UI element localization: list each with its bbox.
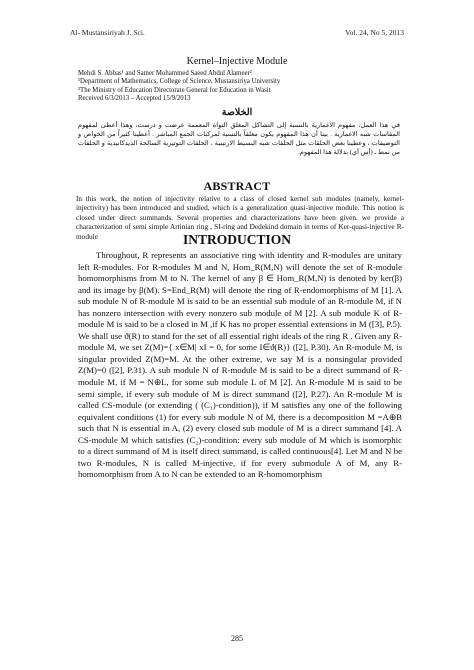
abstract-heading: ABSTRACT: [203, 179, 271, 193]
affiliation-1: ¹Department of Mathematics, College of Science, Mustansiriya University: [78, 78, 281, 86]
journal-name: Al- Mustansiriyah J. Sci.: [70, 28, 145, 37]
introduction-text: Throughout, R represents an associative ring with identity and R-modules are unitary left R-modules. For R-modules M and N, Hom_R(M,N) will denote the set of R-module homomorphisms from M to N. The kernel of any β ∈ Hom_R(M,N) is denoted by ker(β) and its image by β(M). S=End_R(M) will denote the ring of R-endomorphisms of M [1]. A sub module N of R-module M is said to be an essential sub module of an R-module M, if N has nonzero intersection with every nonzero sub module of M [2]. A sub module K of R-module M is said to be a closed in M ,if K has no proper essential extensions in M ([3], P.5). We shall use ϑ(R) to stand for the set of all essential right ideals of the ring R . Given any R-module M, we set Z(M)={ x∈M| xI = 0, for some I∈ϑ(R)} ([2], P.30). An R-module M, is singular provided Z(M)=M. At the other extreme, we say M is a nonsingular provided Z(M)=0 ([2], P.31). A sub module N of R-module M is said to be a direct summand of R-module M, if M = N⊕L, for some sub module L of M [2]. An R-module M is said to be semi simple, if every sub module of M is direct summand ([2], P.27). An R-module M is called CS-module (or extending ( (C₁)-condition)), if M satisfies any one of the following equivalent conditions (1) for every sub module N of M, there is a decomposition M =A⊕B such that N is essential in A, (2) every closed sub module of M is a direct summand [4]. A CS-module M which satisfies (C₂)-condition: every sub module of M which is isomorphic to a direct summand of M is itself direct summand, is called continuous[4]. Let M and N be two R-modules, N is called M-injective, if for every submodule A of M, any R-homomorphism from A to N can be extended to an R-homomorphism: [78, 250, 402, 480]
volume-info: Vol. 24, No 5, 2013: [345, 28, 404, 37]
author-block: [78, 70, 408, 104]
affiliation-2: ²The Ministry of Education Directorate General for Education in Wasit: [78, 86, 271, 94]
author-names: Mehdi S. Abbas¹ and Samer Mohammed Saeed Abdul Alameer²: [78, 70, 252, 77]
arabic-abstract-heading: الخلاصة: [221, 108, 253, 118]
arabic-abstract-text: في هذا العمل، مفهوم الاغمارية بالنسبة إلى التشاكل المغلق النواة المعممة عرضت و درست، وهذا أعطى لمفهوم المقاسات شبه الاغمارية . بينا أن هذا المفهوم يكون مغلقاً بالنسبة لمركبات الجمع المباشر . أعطينا كثيراً من الخواص و التوصيفات ، وعطينا بعض الحلقات مثل الحلقات شبه البسيط الارتينية ، الحلقات التوتيرية السالحة الديدكانيدية و الحلقات من نمط ـ (أس أي) بدلالة هذا المفهوم.: [78, 122, 400, 156]
abstract-text: In this work, the notion of injectivity relative to a class of closed kernel sub modules (namely, kernel-injectivity) has been introduced and studied, which is a generalization quasi-injective module. This notion is closed under direct summands. Several properties and characterizations have been given. we provide a characterization of semi simple Artinian ring , SI-ring and Dedekind domain in terms of Ker-quasi-injective R-module: [76, 194, 404, 241]
running-header: [70, 28, 404, 37]
received-accepted-dates: Received 6/3/2013 – Accepted 15/9/2013: [78, 95, 191, 103]
paper-title: Kernel–Injective Module: [186, 56, 288, 67]
page-number: 285: [231, 634, 243, 643]
introduction-heading: INTRODUCTION: [182, 232, 291, 247]
introduction-body: [78, 250, 402, 481]
